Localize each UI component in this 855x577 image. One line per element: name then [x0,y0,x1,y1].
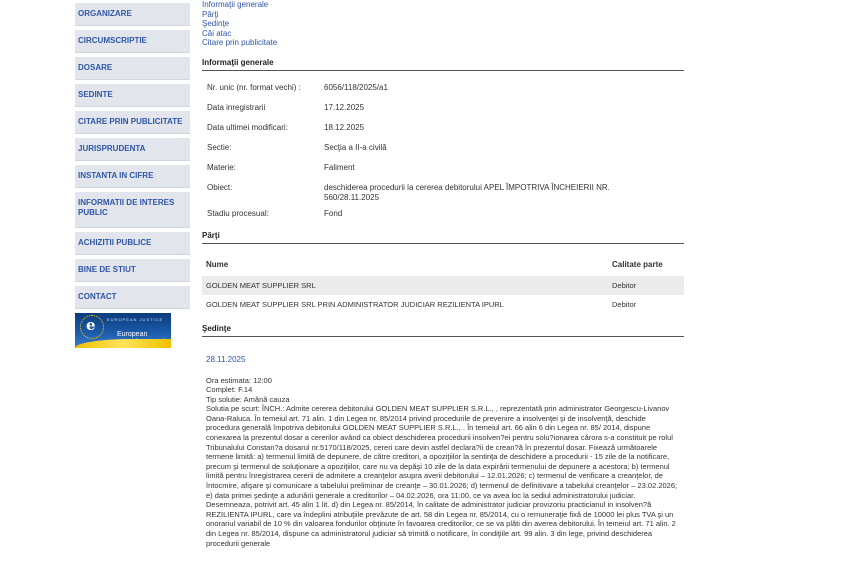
anchor-links [202,0,684,48]
link-cai-atac[interactable]: Căi atac [202,28,232,38]
sedinta-complet: Complet: F.14 [206,385,253,395]
parti-table-header [202,260,684,276]
info-key: Data inregistrarii [207,102,266,112]
info-key: Stadiu procesual: [207,208,269,218]
sidebar-item-instanta-in-cifre[interactable]: INSTANTA IN CIFRE [75,165,190,188]
sidebar-item-sedinte[interactable]: SEDINTE [75,84,190,107]
banner-line1: European [117,331,148,338]
sidebar-nav [75,3,190,348]
info-value: 18.12.2025 [324,122,365,132]
info-key: Nr. unic (nr. format vechi) : [207,82,301,92]
section-title-informatii-generale: Informaţii generale [202,58,684,71]
sidebar-item-informatii-interes-public[interactable]: INFORMATII DE INTERES PUBLIC [75,192,190,228]
sidebar-item-jurisprudenta[interactable]: JURISPRUDENTA [75,138,190,161]
info-key: Materie: [207,162,236,172]
banner-eu-text: EUROPEAN JUSTICE [107,317,164,322]
parte-calitate: Debitor [612,280,637,290]
table-row [202,276,684,295]
info-key: Obiect: [207,182,233,192]
info-value: Fond [324,208,343,218]
info-row [202,163,684,183]
info-row [202,103,684,123]
column-header-nume: Nume [206,259,229,269]
info-key: Sectie: [207,142,232,152]
info-row [202,209,684,229]
e-justice-logo-icon: e [86,316,96,334]
sidebar-item-dosare[interactable]: DOSARE [75,57,190,80]
column-header-calitate: Calitate parte [612,259,663,269]
info-key: Data ultimei modificari: [207,122,288,132]
sidebar-item-organizare[interactable]: ORGANIZARE [75,3,190,26]
info-value: deschiderea procedurii la cererea debitorului APEL ÎMPOTRIVA ÎNCHEIERII NR. 560/28.11.2025 [324,182,610,202]
info-value: 6056/118/2025/a1 [324,82,388,92]
info-row [202,183,684,209]
sedinta-tip-solutie: Tip solutie: Amână cauza [206,394,290,404]
info-row [202,143,684,163]
info-row [202,83,684,103]
link-sedinte[interactable]: Şedinţe [202,19,230,28]
sedinta-details [202,376,680,549]
sidebar-item-achizitii-publice[interactable]: ACHIZITII PUBLICE [75,232,190,255]
parte-calitate: Debitor [612,299,637,309]
info-value: Faliment [324,162,355,172]
info-table [202,83,684,229]
banner-wave [75,339,171,348]
section-title-sedinte: Şedinţe [202,324,684,337]
link-informatii-generale[interactable]: Informaţii generale [202,0,269,9]
section-title-parti: Părţi [202,231,684,244]
sidebar-item-contact[interactable]: CONTACT [75,286,190,309]
table-row [202,295,684,314]
parte-nume: GOLDEN MEAT SUPPLIER SRL PRIN ADMINISTRATOR JUDICIAR REZILIENTA IPURL [206,299,504,309]
main-content [202,0,684,548]
info-value: 17.12.2025 [324,102,365,112]
e-justice-portal-banner[interactable] [75,313,171,348]
info-row [202,123,684,143]
sidebar-item-circumscriptie[interactable]: CIRCUMSCRIPTIE [75,30,190,53]
sedinta-ora: Ora estimata: 12:00 [206,375,272,385]
sidebar-item-bine-de-stiut[interactable]: BINE DE STIUT [75,259,190,282]
sidebar-item-citare-prin-publicitate[interactable]: CITARE PRIN PUBLICITATE [75,111,190,134]
link-citare-prin-publicitate[interactable]: Citare prin publicitate [202,38,278,47]
parte-nume: GOLDEN MEAT SUPPLIER SRL [206,280,316,290]
sedinta-date: 28.11.2025 [206,354,246,364]
info-value: Secţia a II-a civilă [324,142,387,152]
link-parti[interactable]: Părţi [202,9,219,19]
sedinta-solutie: Solutia pe scurt: ÎNCH.: Admite cererea debitorului GOLDEN MEAT SUPPLIER S.R.L., , reprezentată prin administrator Georgescu-Livanov Oana-Raluca. În temeiul art. 71 alin. 1 din Legea nr. 85/2014 privind procedurile de prevenire a insolvenţei şi de insolvenţă, deschide procedura generală împotriva debitorului GOLDEN MEAT SUPPLIER S.R.L., . În temeiul art. 66 alin 6 din Legea nr. 85/ 2014, dispune conexarea la prezentul dosar a cererilor având ca obiect deschiderea procedurii insolven?ei pentru solu?ionarea cărora s-a constituit pe rolul Tribunalului Constan?a dosarul nr.5170/118/2025, cereri care devin astfel declara?ii de crean?ă în prezentul dosar. Fixează următoarele termene limită: a) termenul limită de depunere, de către creditori, a opoziţiilor la sentinţa de deschidere a procedurii - 15 zile de la notificare, precum şi termenul de soluţionare a opoziţiilor, care nu va depăşi 10 zile de la data expirării termenului de depunere a acestora; b) termenul limită pentru înregistrarea cererii de admitere a creanţelor asupra averii debitorului – 12.01.2026; c) termenul de verificare a creanţelor, de întocmire, afişare şi comunicare a tabelului preliminar de creanţe – 30.01.2026; d) termenul de definitivare a tabelului creanţelor – 23.02.2026; e) data primei şedinţe a adunării generale a creditorilor – 04.02.2026, ora 11:00, ce va avea loc la sediul administratorului judiciar. Desemneaza, potrivit art. 45 alin 1 lit. d) din Legea nr. 85/2014, în calitate de administrator judiciar provizoriu practicianul in insolven?ă REZILIENTA IPURL, care va îndeplini atribuţiile prevăzute de art. 58 din Legea nr. 85/2014, cu o remuneraţie fixă de 10000 lei plus TVA şi un onorariul variabil de 10 % din valoarea fondurilor obţinute în favoarea creditorilor, ce se va plăti din averea debitorului. În temeiul art. 71 alin. 2 din Legea nr. 85/2014, dispune ca administratorul judiciar să trimită o notificare, în condiţiile art. 99 alin. 3 din lege, privind deschiderea procedurii generale [206,404,678,548]
